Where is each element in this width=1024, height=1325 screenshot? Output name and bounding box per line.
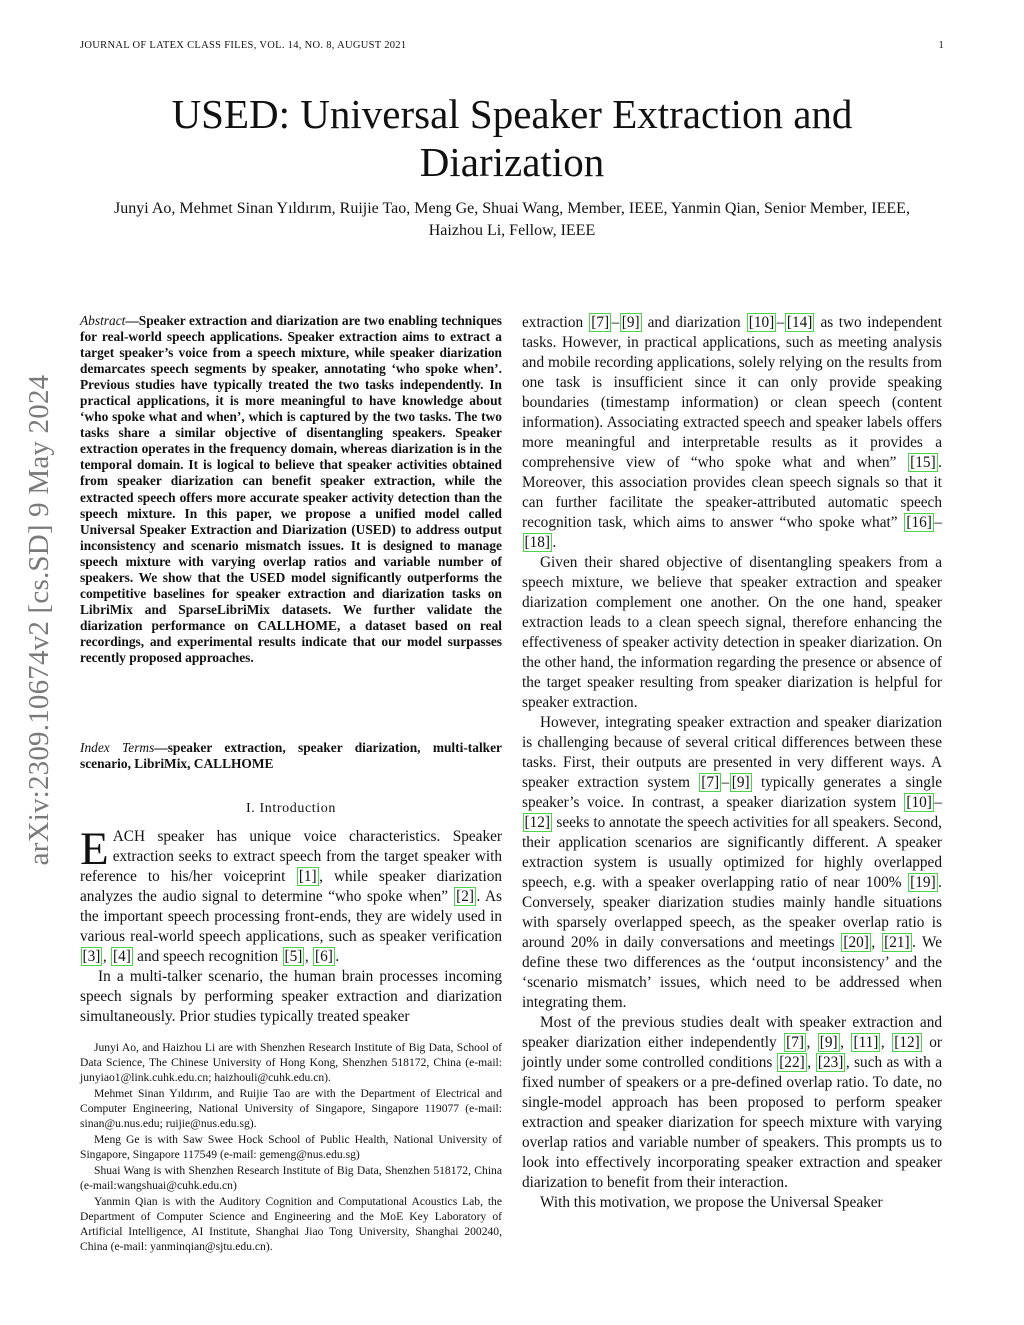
text-run: Most of the previous studies dealt with speaker extraction and speaker diarization either independently <box>522 1014 942 1051</box>
body-paragraph: Most of the previous studies dealt with speaker extraction and speaker diarization either independently [7] , [9] , [11] , [12] or jointly under some controlled conditions [22] , [23] , such as with a fixed number of speakers or a pre-defined overlap ratio. To date, no single-model approach has been proposed to perform speaker extraction and speaker diarization for speech mixture with varying overlap ratios and variable number of speakers. This prompts us to look into effectively incorporating speaker extraction and speaker diarization to benefit from their interaction. <box>522 1014 943 1191</box>
abstract-lead: Abstract <box>80 313 126 328</box>
footnote: Junyi Ao, and Haizhou Li are with Shenzhen Research Institute of Big Data, School of Data Science, The Chinese University of Hong Kong, Shenzhen 518172, China (e-mail: junyiao1@link.cuhk.edu.cn; haizhouli@cuhk.edu.cn). <box>80 1041 502 1084</box>
citation-link[interactable]: [12] <box>894 1034 920 1051</box>
text-run: . Moreover, this association provides clean speech signals so that it can further facilitate the speaker-attributed automatic speech recognition task, which aims to answer “who spoke what” <box>522 454 942 531</box>
index-terms-text: —speaker extraction, speaker diarization, multi-talker scenario, LibriMix, CALLHOME <box>80 740 502 772</box>
citation-link[interactable]: [7] <box>701 774 720 791</box>
citation-link[interactable]: [9] <box>621 314 640 331</box>
index-terms <box>80 740 502 772</box>
citation-link[interactable]: [14] <box>786 314 813 331</box>
paper-title: USED: Universal Speaker Extraction and Diarization <box>171 91 853 185</box>
drop-cap: E <box>80 823 109 875</box>
text-run: as two independent tasks. However, in practical applications, such as meeting analysis and mobile recording applications, solely relying on the results from one task is insufficient since it can only provide speaking boundaries (timestamp information) or clean speech (content information). Associating extracted speech and speaker labels offers more meaningful and interpretable results as it provides a comprehensive view of “who spoke what and when” <box>522 314 943 471</box>
citation-link[interactable]: [11] <box>853 1034 879 1051</box>
citation-link[interactable]: [6] <box>315 948 333 965</box>
body-paragraph: However, integrating speaker extraction and speaker diarization is challenging because of several critical differences between these tasks. First, their outputs are presented in very different ways. A speaker extraction system [7] – [9] typically generates a single speaker’s voice. In contrast, a speaker diarization system [10] –[12] seeks to annotate the speech activities for all speakers. Second, their application scenarios are significantly different. A speaker extraction system is usually optimized for highly overlapped speech, e.g. with a speaker overlapping ratio of near 100% [19] . Conversely, speaker diarization studies mainly handle situations with sparsely overlapped speech, as the speaker overlap ratio is around 20% in daily conversations and meetings [20] , [21] . We define these two differences as the ‘output inconsistency’ and the ‘scenario mismatch’ issues, which need to be addressed when integrating them. <box>522 714 942 1011</box>
citation-link[interactable]: [3] <box>82 948 101 965</box>
abstract <box>80 313 502 666</box>
citation-link[interactable]: [10] <box>748 314 775 331</box>
text-run: . We define these two differences as the ‘output inconsistency’ and the ‘scenario mismatch’ issues, which need to be addressed when integrating them. <box>522 934 942 1011</box>
intro-paragraph: EACH speaker has unique voice characteristics. Speaker extraction seeks to extract speech from the target speaker with reference to his/her voiceprint [1] , while speaker diarization analyzes the audio signal to determine “who spoke when” [2] . As the important speech processing front-ends, they are widely used in various real-world speech applications, such as speaker verification [3] , [4] and speech recognition [5] , [6] . <box>80 823 502 965</box>
text-run: ACH speaker has unique voice characteristics. Speaker extraction seeks to extract speech from the target speaker with reference to his/her voiceprint <box>80 828 502 885</box>
citation-link[interactable]: [16] <box>906 514 932 531</box>
text-run: . As the important speech processing front-ends, they are widely used in various real-world speech applications, such as speaker verification <box>80 888 502 945</box>
section-title: Introduction <box>259 801 336 816</box>
citation-link[interactable]: [20] <box>843 934 869 951</box>
citation-link[interactable]: [9] <box>731 774 750 791</box>
citation-link[interactable]: [1] <box>298 868 317 885</box>
citation-link[interactable]: [7] <box>591 314 610 331</box>
body-paragraph: With this motivation, we propose the Universal Speaker <box>540 1194 883 1211</box>
footnote: Mehmet Sinan Yıldırım, and Ruijie Tao are with the Department of Electrical and Computer Engineering, National University of Singapore, Singapore 119077 (e-mail: sinan@u.nus.edu; ruijie@nus.edu.sg). <box>80 1087 502 1130</box>
affiliation-footnotes <box>80 1040 502 1255</box>
author-list: Junyi Ao, Mehmet Sinan Yıldırım, Ruijie Tao, Meng Ge, Shuai Wang, Member, IEEE, Yanmin Qian, Senior Member, IEEE, Haizhou Li, Fellow, IEEE <box>114 200 910 239</box>
text-run: typically generates a single speaker’s voice. In contrast, a speaker diarization system <box>522 774 942 811</box>
citation-link[interactable]: [10] <box>906 794 932 811</box>
text-run: , while speaker diarization analyzes the audio signal to determine “who spoke when” <box>80 868 502 905</box>
intro-paragraph: In a multi-talker scenario, the human brain processes incoming speech signals by performing speaker extraction and diarization simultaneously. Prior studies typically treated speaker <box>80 968 502 1025</box>
citation-link[interactable]: [5] <box>284 948 303 965</box>
arxiv-watermark: arXiv:2309.10674v2 [cs.SD] 9 May 2024 <box>23 374 55 866</box>
citation-link[interactable]: [15] <box>910 454 936 471</box>
text-run: However, integrating speaker extraction and speaker diarization is challenging because of several critical differences between these tasks. First, their outputs are presented in very different ways. A speaker extraction system <box>522 714 942 791</box>
citation-link[interactable]: [9] <box>819 1034 838 1051</box>
citation-link[interactable]: [23] <box>817 1054 844 1071</box>
text-run: seeks to annotate the speech activities for all speakers. Second, their application scenarios are significantly different. A speaker extraction system is usually optimized for highly overlapped speech, e.g. with a speaker overlapping ratio of near 100% <box>522 814 942 891</box>
text-run: and speech recognition <box>133 948 283 965</box>
body-paragraph: Given their shared objective of disentangling speakers from a speech mixture, we believe that speaker extraction and speaker diarization complement one another. On the one hand, speaker extraction leads to a clean speech signal, therefore enhancing the effectiveness of speaker activity detection in speaker diarization. On the other hand, the information regarding the presence or absence of the target speaker resulting from speaker diarization is helpful for speaker extraction. <box>522 554 942 711</box>
citation-link[interactable]: [2] <box>456 888 474 905</box>
section-number: I. <box>246 801 256 816</box>
right-column-body <box>522 313 942 1213</box>
index-terms-lead: Index Terms <box>80 740 155 755</box>
text-run: and diarization <box>642 314 747 331</box>
text-run: , such as with a fixed number of speakers or a pre-defined overlap ratio. To date, no single-model approach has been proposed to perform speaker extraction and speaker diarization for speech mixture with varying overlap ratios and variable number of speakers. This prompts us to look into effectively incorporating speaker extraction and speaker diarization to benefit from their interaction. <box>522 1054 943 1191</box>
text-run: extraction <box>522 314 589 331</box>
citation-link[interactable]: [18] <box>524 534 550 551</box>
text-run: or jointly under some controlled conditions <box>522 1034 942 1071</box>
footnote: Shuai Wang is with Shenzhen Research Institute of Big Data, Shenzhen 518172, China (e-mail:wangshuai@cuhk.edu.cn) <box>80 1164 502 1192</box>
page-number: 1 <box>938 40 944 51</box>
footnote: Yanmin Qian is with the Auditory Cognition and Computational Acoustics Lab, the Department of Computer Science and Engineering and the MoE Key Laboratory of Artificial Intelligence, AI Institute, Shanghai Jiao Tong University, Shanghai 200240, China (e-mail: yanminqian@sjtu.edu.cn). <box>80 1195 502 1253</box>
citation-link[interactable]: [12] <box>524 814 550 831</box>
citation-link[interactable]: [19] <box>910 874 936 891</box>
footnote: Meng Ge is with Saw Swee Hock School of Public Health, National University of Singapore, Singapore 117549 (e-mail: gemeng@nus.edu.sg) <box>80 1133 502 1161</box>
text-run: . Conversely, speaker diarization studies mainly handle situations with sparsely overlapped speech, as the speaker overlap ratio is around 20% in daily conversations and meetings <box>522 874 942 951</box>
abstract-text: —Speaker extraction and diarization are two enabling techniques for real-world speech applications. Speaker extraction aims to extract a target speaker’s voice from a speech mixture, while speaker diarization demarcates speech segments by speaker, annotating ‘who spoke when’. Previous studies have typically treated the two tasks independently. In practical applications, it is more meaningful to have knowledge about ‘who spoke what and when’, which is captured by the two tasks. The two tasks share a similar objective of disentangling speakers. Speaker extraction operates in the frequency domain, whereas diarization is in the temporal domain. It is logical to believe that speaker activities obtained from speaker diarization can benefit speaker extraction, while the extracted speech offers more accurate speaker activity detection than the speech mixture. In this paper, we propose a unified model called Universal Speaker Extraction and Diarization (USED) to address output inconsistency and scenario mismatch issues. It is designed to manage speech mixture with varying overlap ratios and variable number of speakers. We show that the USED model significantly outperforms the competitive baselines for speaker extraction and diarization tasks on LibriMix and SparseLibriMix datasets. We further validate the diarization performance on CALLHOME, a dataset based on real recordings, and experimental results indicate that our model surpasses recently proposed approaches. <box>80 313 502 665</box>
citation-link[interactable]: [4] <box>113 948 131 965</box>
citation-link[interactable]: [7] <box>786 1034 804 1051</box>
body-paragraph: extraction [7] – [9] and diarization [10] – [14] as two independent tasks. However, in practical applications, such as meeting analysis and mobile recording applications, solely relying on the results from one task is insufficient since it can only provide speaking boundaries (timestamp information) or clean speech (content information). Associating extracted speech and speaker labels offers more meaningful and interpretable results as it provides a comprehensive view of “who spoke what and when” [15] . Moreover, this association provides clean speech signals so that it can further facilitate the speaker-attributed automatic speech recognition task, which aims to answer “who spoke what” [16] –[18] . <box>522 314 943 551</box>
running-header: JOURNAL OF LATEX CLASS FILES, VOL. 14, NO. 8, AUGUST 2021 <box>80 40 407 51</box>
citation-link[interactable]: [22] <box>779 1054 805 1071</box>
section-heading <box>80 801 502 817</box>
citation-link[interactable]: [21] <box>884 934 910 951</box>
intro-body <box>80 823 502 1027</box>
